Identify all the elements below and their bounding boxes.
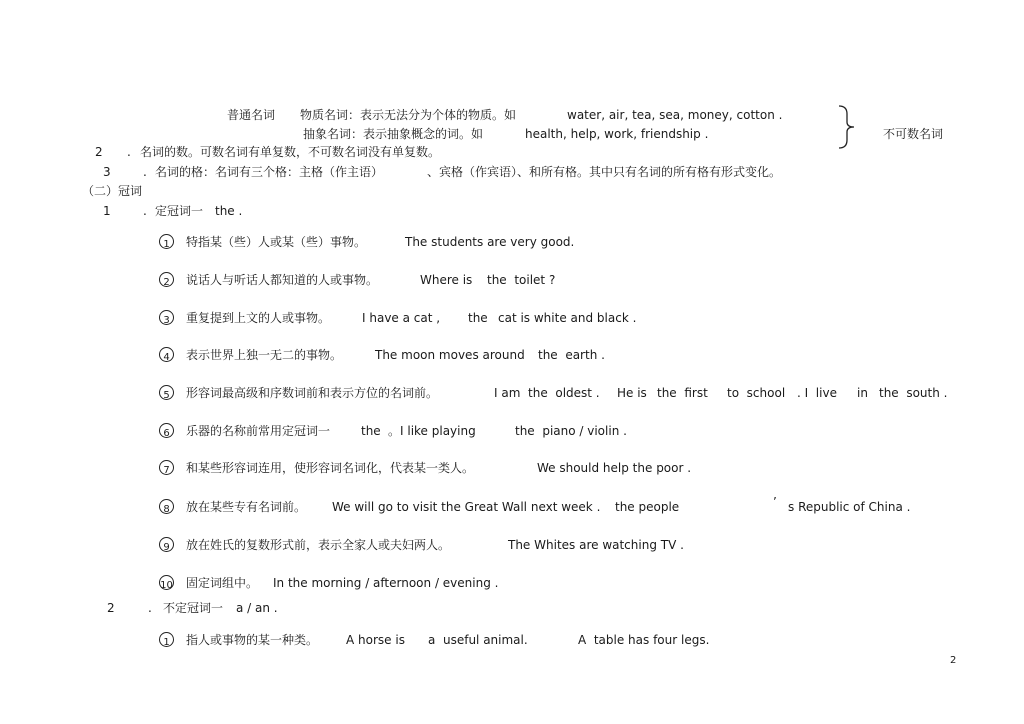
numbered-circle: 7 [159, 460, 174, 475]
rule-text: 特指某（些）人或某（些）事物。 [186, 235, 367, 249]
rule-example: The moon moves around [375, 348, 525, 362]
rule-example: the [468, 311, 488, 325]
rule-example: ’ [773, 495, 777, 509]
rule-example: the toilet ? [487, 273, 556, 287]
rule-example: cat is white and black . [498, 311, 637, 325]
rule-text: 放在姓氏的复数形式前，表示全家人或夫妇两人。 [186, 538, 451, 552]
rule-example: A table has four legs. [578, 633, 710, 647]
item-3-text-cont: 、宾格（作宾语）、和所有格。其中只有名词的所有格有形式变化。 [427, 165, 782, 179]
rule-example: the people [615, 500, 680, 514]
numbered-circle: 1 [159, 632, 174, 647]
definite-article-dot: . [143, 204, 147, 218]
abstract-noun-definition: 抽象名词：表示抽象概念的词。如 [303, 127, 484, 141]
item-2-dot: . [127, 145, 131, 159]
numbered-circle: 2 [159, 272, 174, 287]
definite-article-word: the . [215, 204, 243, 218]
numbered-circle: 4 [159, 347, 174, 362]
rule-example: The students are very good. [405, 235, 575, 249]
rule-example: I am the oldest . [494, 386, 600, 400]
rule-example: the first [657, 386, 708, 400]
rule-example: . I live [797, 386, 837, 400]
rule-example: A horse is [346, 633, 405, 647]
rule-example: 。I like playing [388, 424, 476, 438]
rule-example: in [857, 386, 868, 400]
rule-text: 形容词最高级和序数词前和表示方位的名词前。 [186, 386, 439, 400]
item-3-text: 名词的格：名词有三个格：主格（作主语） [155, 165, 384, 179]
right-brace-icon [836, 104, 860, 150]
item-2-text: 名词的数。可数名词有单复数，不可数名词没有单复数。 [140, 145, 441, 159]
articles-heading: （二）冠词 [82, 184, 143, 198]
item-3-number: 3 [103, 165, 111, 179]
rule-text: 放在某些专有名词前。 [186, 500, 307, 514]
rule-text: 和某些形容词连用，使形容词名词化，代表某一类人。 [186, 461, 475, 475]
rule-example: We should help the poor . [537, 461, 692, 475]
rule-example: the [361, 424, 381, 438]
rule-example: the south . [879, 386, 948, 400]
rule-example: He is [617, 386, 647, 400]
numbered-circle: 10 [159, 575, 174, 590]
page-number: 2 [950, 655, 957, 666]
rule-text: 说话人与听话人都知道的人或事物。 [186, 273, 379, 287]
definite-article-label: 定冠词一 [155, 204, 204, 218]
rule-example: In the morning / afternoon / evening . [273, 576, 499, 590]
rule-text: 乐器的名称前常用定冠词一 [186, 424, 331, 438]
rule-example: Where is [420, 273, 473, 287]
indefinite-article-word: a / an . [236, 601, 278, 615]
definite-article-number: 1 [103, 204, 111, 218]
numbered-circle: 3 [159, 310, 174, 325]
numbered-circle: 9 [159, 537, 174, 552]
indefinite-article-number: 2 [107, 601, 115, 615]
material-noun-examples: water, air, tea, sea, money, cotton . [567, 108, 783, 122]
numbered-circle: 8 [159, 499, 174, 514]
indefinite-article-label: 不定冠词一 [163, 601, 224, 615]
rule-text: 重复提到上文的人或事物。 [186, 311, 331, 325]
numbered-circle: 1 [159, 234, 174, 249]
numbered-circle: 6 [159, 423, 174, 438]
indefinite-article-dot: . [148, 601, 152, 615]
rule-example: s Republic of China . [788, 500, 911, 514]
common-noun-label: 普通名词 [227, 108, 276, 122]
item-2-number: 2 [95, 145, 103, 159]
uncountable-noun-label: 不可数名词 [883, 127, 944, 141]
rule-example: the earth . [538, 348, 605, 362]
numbered-circle: 5 [159, 385, 174, 400]
rule-text: 固定词组中。 [186, 576, 259, 590]
rule-example: the piano / violin . [515, 424, 627, 438]
rule-example: a useful animal. [428, 633, 528, 647]
item-3-dot: . [143, 165, 147, 179]
rule-example: I have a cat , [362, 311, 441, 325]
rule-example: The Whites are watching TV . [508, 538, 684, 552]
material-noun-definition: 物质名词：表示无法分为个体的物质。如 [300, 108, 517, 122]
rule-text: 指人或事物的某一种类。 [186, 633, 319, 647]
abstract-noun-examples: health, help, work, friendship . [525, 127, 709, 141]
rule-text: 表示世界上独一无二的事物。 [186, 348, 343, 362]
rule-example: to school [727, 386, 786, 400]
rule-example: We will go to visit the Great Wall next week . [332, 500, 601, 514]
